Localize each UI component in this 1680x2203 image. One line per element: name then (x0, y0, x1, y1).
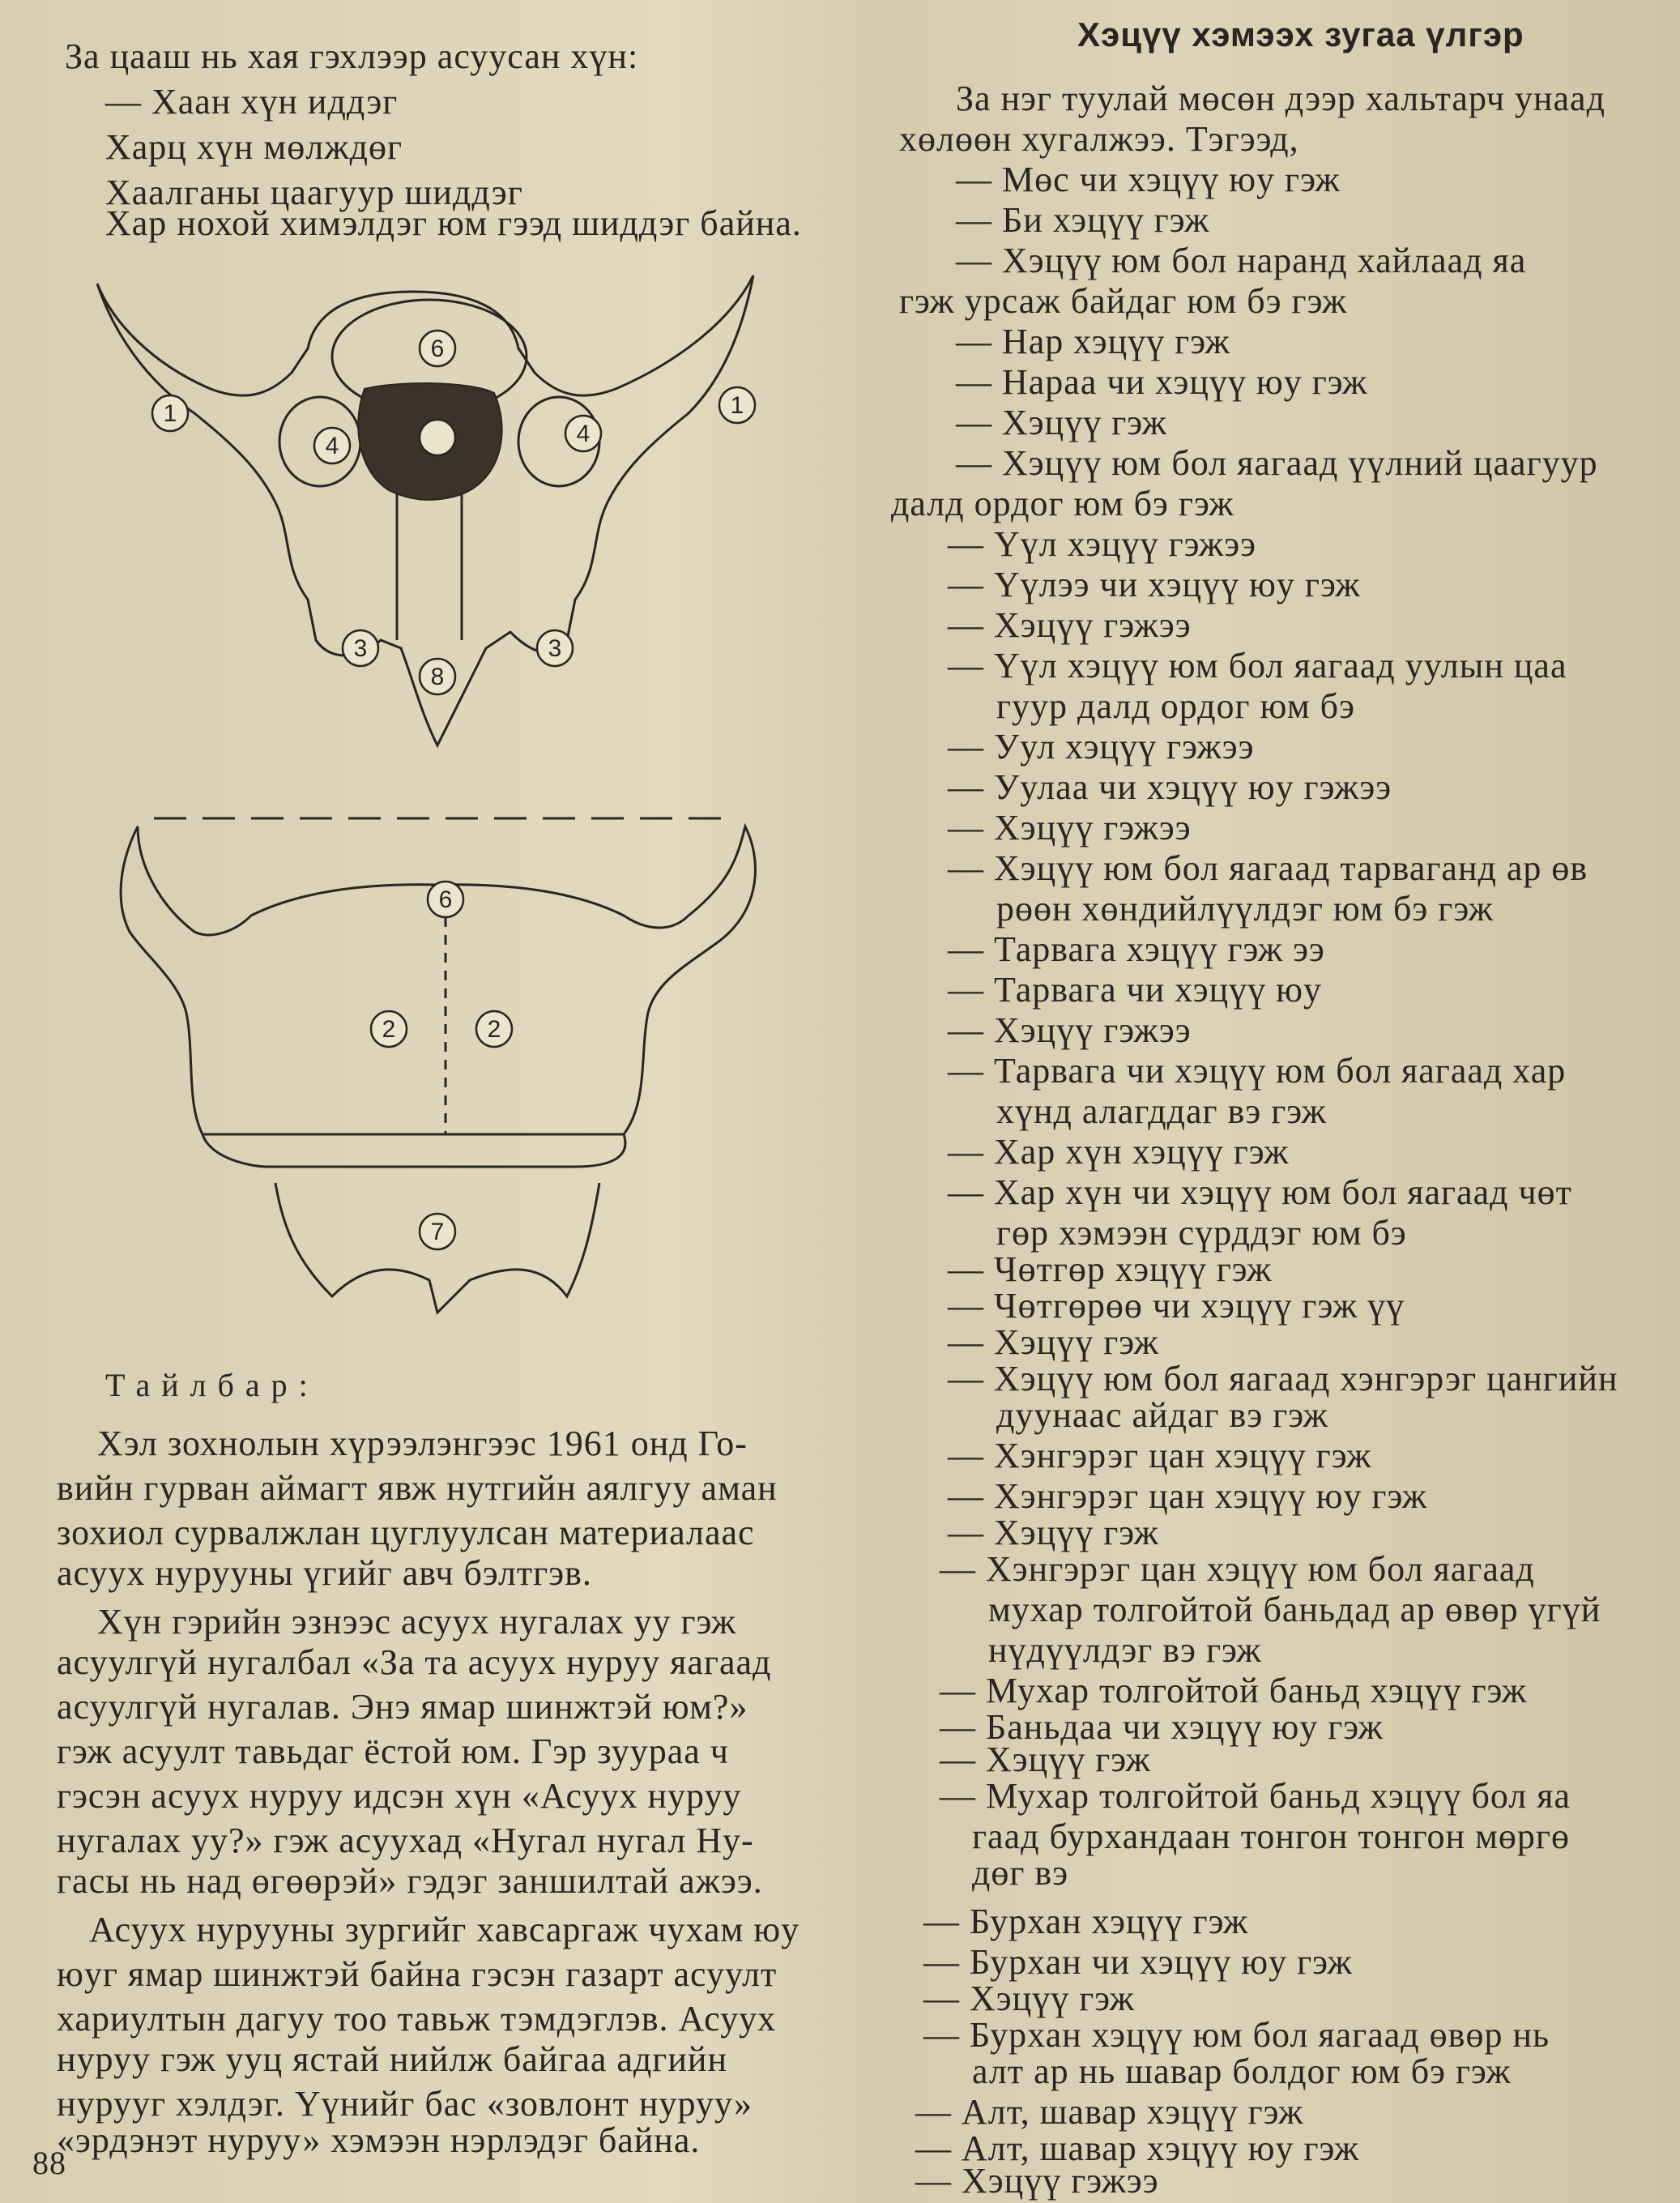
story-line: — Тарвага чи хэцүү юу (948, 970, 1323, 1010)
note-line: Хэл зохнолын хүрээлэнгээс 1961 онд Го- (97, 1424, 748, 1463)
note-line: Хүн гэрийн эзнээс асуух нугалах уу гэж (97, 1602, 737, 1642)
story-line: — Хэцүү гэжээ (915, 2161, 1159, 2201)
figure-label: 2 (487, 1016, 501, 1043)
story-line: — Нар хэцүү гэж (956, 322, 1230, 361)
figure-label: 7 (430, 1219, 445, 1245)
story-line: — Бурхан чи хэцүү юу гэж (923, 1942, 1353, 1982)
skull-top-view-figure (89, 259, 802, 778)
intro-line: Хар нохой химэлдэг юм гээд шиддэг байна. (105, 203, 802, 243)
figure-label: 4 (576, 421, 591, 447)
story-line: — Бурхан хэцүү гэж (923, 1902, 1249, 1941)
note-line: асуулгүй нугалбал «За та асуух нуруу яагаад (57, 1642, 772, 1682)
note-line: нурууг хэлдэг. Үүнийг бас «зовлонт нуруу» (57, 2084, 753, 2124)
story-line: — Хэцүү гэж (948, 1513, 1159, 1552)
story-line: — Баньдаа чи хэцүү юу гэж (940, 1707, 1384, 1747)
figure-label: 5 (430, 425, 445, 451)
story-title: Хэцүү хэмээх зугаа үлгэр (1077, 15, 1524, 53)
story-line: — Тарвага хэцүү гэж ээ (948, 929, 1325, 969)
story-line: — Мухар толгойтой баньд хэцүү бол яа (940, 1776, 1571, 1816)
note-line: юуг ямар шинжтэй байна гэсэн газарт асуулт (57, 1954, 778, 1994)
story-line: — Алт, шавар хэцүү гэж (915, 2092, 1304, 2132)
note-line: хариултын дагуу тоо тавьж тэмдэглэв. Асуух (57, 1999, 777, 2039)
figure-label: 2 (382, 1016, 396, 1043)
story-line: гэж урсаж байдаг юм бэ гэж (899, 281, 1348, 321)
note-line: гэж асуулт тавьдаг ёстой юм. Гэр зуураа ч (57, 1731, 729, 1771)
note-line: зохиол сурвалжлан цуглуулсан материалаас (57, 1513, 755, 1552)
intro-line: — Хаан хүн иддэг (105, 82, 399, 122)
note-line: асуулгүй нугалав. Энэ ямар шинжтэй юм?» (57, 1687, 748, 1727)
intro-line: Харц хүн мөлждөг (105, 127, 403, 167)
story-line: — Бурхан хэцүү юм бол яагаад өвөр нь (923, 2015, 1550, 2055)
story-line: — Мухар толгойтой баньд хэцүү гэж (940, 1671, 1528, 1710)
note-line: «эрдэнэт нуруу» хэмээн нэрлэдэг байна. (57, 2120, 701, 2160)
story-line: нүдүүлдэг вэ гэж (988, 1630, 1262, 1670)
story-line: — Үүл хэцүү гэжээ (948, 524, 1257, 564)
story-line: гаад бурхандаан тонгон тонгон мөргө (972, 1817, 1570, 1856)
story-line: хөлөөн хугалжээ. Тэгээд, (899, 119, 1299, 159)
story-line: дөг вэ (972, 1853, 1069, 1893)
story-line: — Хэцүү гэж (948, 1322, 1159, 1362)
story-line: — Үүлээ чи хэцүү юу гэж (948, 565, 1361, 604)
figure-label: 3 (353, 635, 368, 662)
story-line: далд ордог юм бэ гэж (891, 484, 1234, 523)
page-number: 88 (32, 2145, 66, 2181)
story-line: — Хэнгэрэг цан хэцүү гэж (948, 1436, 1372, 1475)
figure-label: 6 (438, 886, 453, 913)
story-line: — Хэцүү юм бол яагаад тарваганд ар өв (948, 848, 1588, 888)
story-line: — Тарвага чи хэцүү юм бол яагаад хар (948, 1051, 1567, 1091)
figure-label: 3 (548, 635, 562, 662)
story-line: — Уулаа чи хэцүү юу гэжээ (948, 767, 1392, 807)
story-line: — Уул хэцүү гэжээ (948, 727, 1255, 766)
story-line: — Хэцүү гэжээ (948, 808, 1192, 847)
story-line: — Хэцүү гэж (923, 1979, 1135, 2018)
story-line: — Хэцүү гэж (940, 1740, 1151, 1779)
note-line: Асуух нурууны зургийг хавсаргаж чухам юу (89, 1910, 800, 1949)
note-line: нуруу гэж ууц ястай нийлж байгаа адгийн (57, 2039, 727, 2079)
note-line: гасы нь над өгөөрэй» гэдэг заншилтай ажээ. (57, 1861, 763, 1901)
story-line: — Хэцүү гэж (956, 403, 1167, 442)
story-line: — Хэцүү гэжээ (948, 1010, 1192, 1050)
story-line: — Хэнгэрэг цан хэцүү юу гэж (948, 1476, 1428, 1516)
story-line: — Би хэцүү гэж (956, 200, 1210, 240)
story-line: — Хар хүн хэцүү гэж (948, 1132, 1290, 1172)
story-line: — Мөс чи хэцүү юу гэж (956, 160, 1341, 199)
story-line: — Хэцүү юм бол яагаад хэнгэрэг цангийн (948, 1359, 1618, 1398)
story-line: За нэг туулай мөсөн дээр хальтарч унаад (956, 79, 1605, 118)
note-line: нугалах уу?» гэж асуухад «Нугал нугал Ну- (57, 1821, 754, 1860)
figure-label: 6 (430, 335, 445, 362)
intro-line: За цааш нь хая гэхлээр асуусан хүн: (65, 36, 639, 76)
skull-back-view-figure (89, 810, 802, 1329)
story-line: гөр хэмээн сүрддэг юм бэ (996, 1213, 1407, 1253)
figure-label: 4 (325, 433, 339, 459)
story-line: рөөн хөндийлүүлдэг юм бэ гэж (996, 889, 1495, 929)
intro-line: Хаалганы цаагуур шиддэг (105, 173, 523, 212)
story-line: мухар толгойтой баньдад ар өвөр үгүй (988, 1590, 1601, 1629)
story-line: — Нараа чи хэцүү юу гэж (956, 362, 1368, 402)
story-line: алт ар нь шавар болдог юм бэ гэж (972, 2051, 1512, 2091)
story-line: — Чөтгөр хэцүү гэж (948, 1249, 1273, 1289)
note-heading: Тайлбар: (105, 1367, 319, 1403)
story-line: хүнд алагддаг вэ гэж (996, 1091, 1327, 1131)
story-line: — Хэцүү юм бол яагаад үүлний цаагуур (956, 443, 1598, 483)
note-line: гэсэн асуух нуруу идсэн хүн «Асуух нуруу (57, 1776, 742, 1816)
story-line: гуур далд ордог юм бэ (996, 686, 1355, 726)
story-line: — Алт, шавар хэцүү юу гэж (915, 2128, 1360, 2168)
story-line: — Чөтгөрөө чи хэцүү гэж үү (948, 1286, 1405, 1326)
note-line: асуух нурууны үгийг авч бэлтгэв. (57, 1553, 592, 1593)
figure-label: 1 (730, 392, 744, 419)
story-line: — Хэцүү юм бол наранд хайлаад яа (956, 241, 1527, 280)
figure-label: 8 (430, 664, 445, 690)
figure-label: 1 (163, 400, 177, 427)
note-line: вийн гурван аймагт явж нутгийн аялгуу аман (57, 1468, 778, 1508)
story-line: — Хэнгэрэг цан хэцүү юм бол яагаад (940, 1549, 1535, 1589)
story-line: — Хар хүн чи хэцүү юм бол яагаад чөт (948, 1172, 1572, 1212)
story-line: дуунаас айдаг вэ гэж (996, 1395, 1328, 1435)
story-line: — Хэцүү гэжээ (948, 605, 1192, 645)
story-line: — Үүл хэцүү юм бол яагаад уулын цаа (948, 646, 1567, 685)
